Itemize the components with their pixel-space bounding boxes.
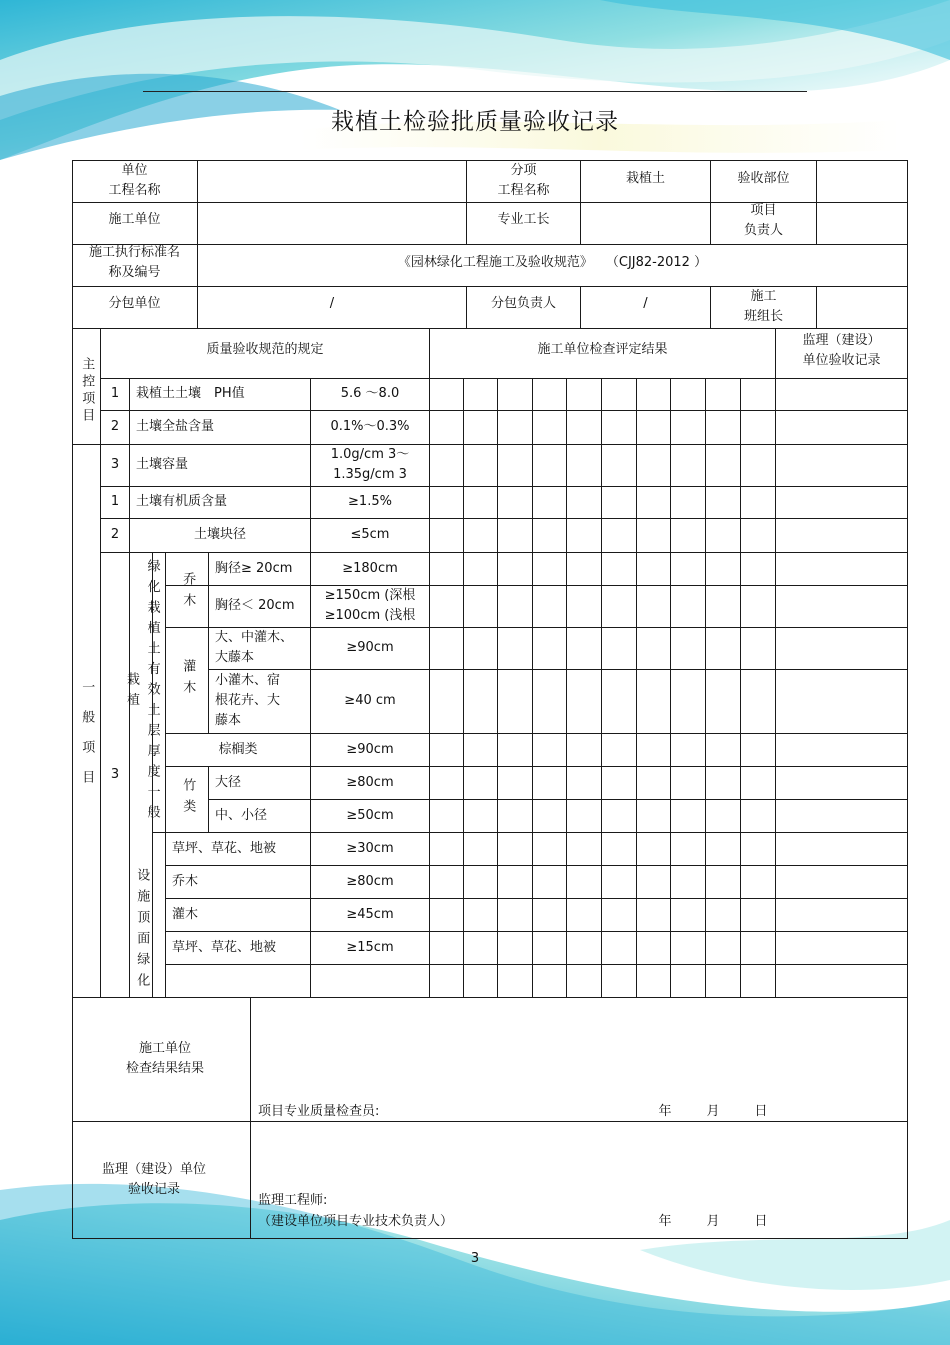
team-leader-label: 施工 班组长 [743,289,783,324]
supervising-engineer-label: 监理工程师: [258,1193,328,1208]
general-items-label: 一般项目 [79,680,95,800]
supervision-unit-label: 监理（建设）单位 验收记录 [101,1161,206,1197]
quality-inspector-label: 项目专业质量检查员: [258,1104,380,1119]
soil-sub-value: ≥45cm [346,906,394,922]
sub-project-name-label: 分项 工程名称 [497,163,550,198]
unit-project-name-field[interactable] [198,160,466,202]
supervision-column-header: 监理（建设） 单位验收记录 [802,333,881,368]
acceptance-part-label: 验收部位 [737,171,790,186]
soil-sub-value: ≥40 cm [344,693,396,708]
standard-label: 施工执行标准名 称及编号 [88,245,180,280]
spec-column-header: 质量验收规范的规定 [206,342,324,357]
soil-sub-item: 胸径≥ 20cm [215,560,293,576]
item-value: ≤5cm [350,527,390,542]
table-rule [740,378,741,997]
inspection-month: 月 [706,1104,720,1119]
item-number: 2 [110,527,120,542]
soil-sub-item: 胸径＜ 20cm [215,598,295,613]
standard-value: 《园林绿化工程施工及验收规范》 （CJJ82-2012 ） [397,255,708,270]
soil-sub-value: ≥80cm [346,774,394,790]
bamboo-group-label: 竹类 [180,778,196,820]
soil-layer-general-label: 绿化栽植土有效土层厚度一般栽植 [124,558,160,826]
soil-sub-item: 草坪、草花、地被 [172,840,277,856]
subcontractor-label: 分包单位 [108,296,161,311]
item-number: 3 [110,766,120,782]
table-rule [601,378,602,997]
soil-sub-value: ≥90cm [346,741,394,757]
table-rule [670,378,671,997]
item-value: ≥1.5% [348,494,392,509]
soil-sub-value: ≥80cm [346,873,394,889]
page-title: 栽植土检验批质量验收记录 [331,109,619,135]
table-rule [775,328,776,997]
soil-sub-value: ≥180cm [342,560,398,576]
table-rule [497,378,498,997]
item-value: 5.6 ～8.0 [340,386,400,401]
team-leader-field[interactable] [817,286,907,328]
supervision-day: 日 [754,1214,768,1229]
item-value: 0.1%～0.3% [330,419,410,434]
project-leader-field[interactable] [817,202,907,244]
unit-project-name-label: 单位 工程名称 [108,163,161,198]
inspection-year: 年 [658,1104,672,1119]
shrub-group-label: 灌木 [180,659,196,701]
construction-unit-field[interactable] [198,202,466,244]
item-number: 1 [110,494,120,509]
table-rule [566,378,567,997]
soil-sub-item: 小灌木、宿 根花卉、大 藤本 [215,673,281,728]
soil-sub-item: 大径 [215,774,242,790]
item-name: 土壤全盐含量 [136,419,215,434]
table-rule [463,378,464,997]
supervising-engineer-note: （建设单位项目专业技术负责人） [258,1214,454,1229]
table-rule [636,378,637,997]
inspection-record-table [72,160,908,1239]
item-name: 土壤有机质含量 [136,494,228,509]
soil-sub-item: 乔木 [172,873,199,889]
sub-project-name-value[interactable]: 栽植土 [625,171,665,186]
sub-leader-value[interactable]: / [643,296,648,311]
header-rule [143,91,807,92]
soil-sub-value: ≥30cm [346,840,394,856]
tree-group-label: 乔木 [180,571,196,614]
supervision-month: 月 [706,1214,720,1229]
table-rule [907,160,908,1239]
acceptance-part-field[interactable] [817,160,907,202]
soil-sub-item: 中、小径 [215,807,268,823]
table-rule [165,964,908,965]
check-unit-label: 施工单位 检查结果结果 [125,1041,204,1076]
soil-sub-item: 大、中灌木、 大藤本 [215,630,294,665]
check-result-column-header: 施工单位检查评定结果 [537,342,668,357]
soil-sub-value: ≥90cm [346,640,394,655]
soil-sub-item: 灌木 [172,906,199,922]
table-rule [705,378,706,997]
item-name: 土壤块径 [193,527,246,542]
supervision-year: 年 [658,1214,672,1229]
main-control-label: 主控项目 [79,357,95,425]
foreman-label: 专业工长 [497,212,550,227]
project-leader-label: 项目 负责人 [743,203,783,238]
table-rule [532,378,533,997]
soil-sub-value: ≥50cm [346,807,394,823]
soil-sub-item: 草坪、草花、地被 [172,939,277,955]
rooftop-greening-label: 设施顶面绿化 [134,868,150,994]
soil-sub-value: ≥15cm [346,939,394,955]
item-number: 3 [110,457,120,472]
subcontractor-value[interactable]: / [329,296,335,311]
item-number: 1 [110,386,120,401]
inspection-day: 日 [754,1104,768,1119]
construction-unit-label: 施工单位 [108,212,161,227]
soil-sub-item: 棕榈类 [218,741,258,757]
item-number: 2 [110,419,120,434]
item-value: 1.0g/cm 3～ 1.35g/cm 3 [330,447,410,482]
foreman-field[interactable] [581,202,710,244]
sub-leader-label: 分包负责人 [490,296,556,311]
item-name: 土壤容量 [136,457,189,472]
page-number: 3 [470,1251,480,1266]
soil-sub-value: ≥150cm (深根 ≥100cm (浅根 [324,588,416,623]
table-rule [72,1238,908,1239]
table-rule [429,328,430,997]
item-name: 栽植土土壤 PH值 [136,386,245,401]
